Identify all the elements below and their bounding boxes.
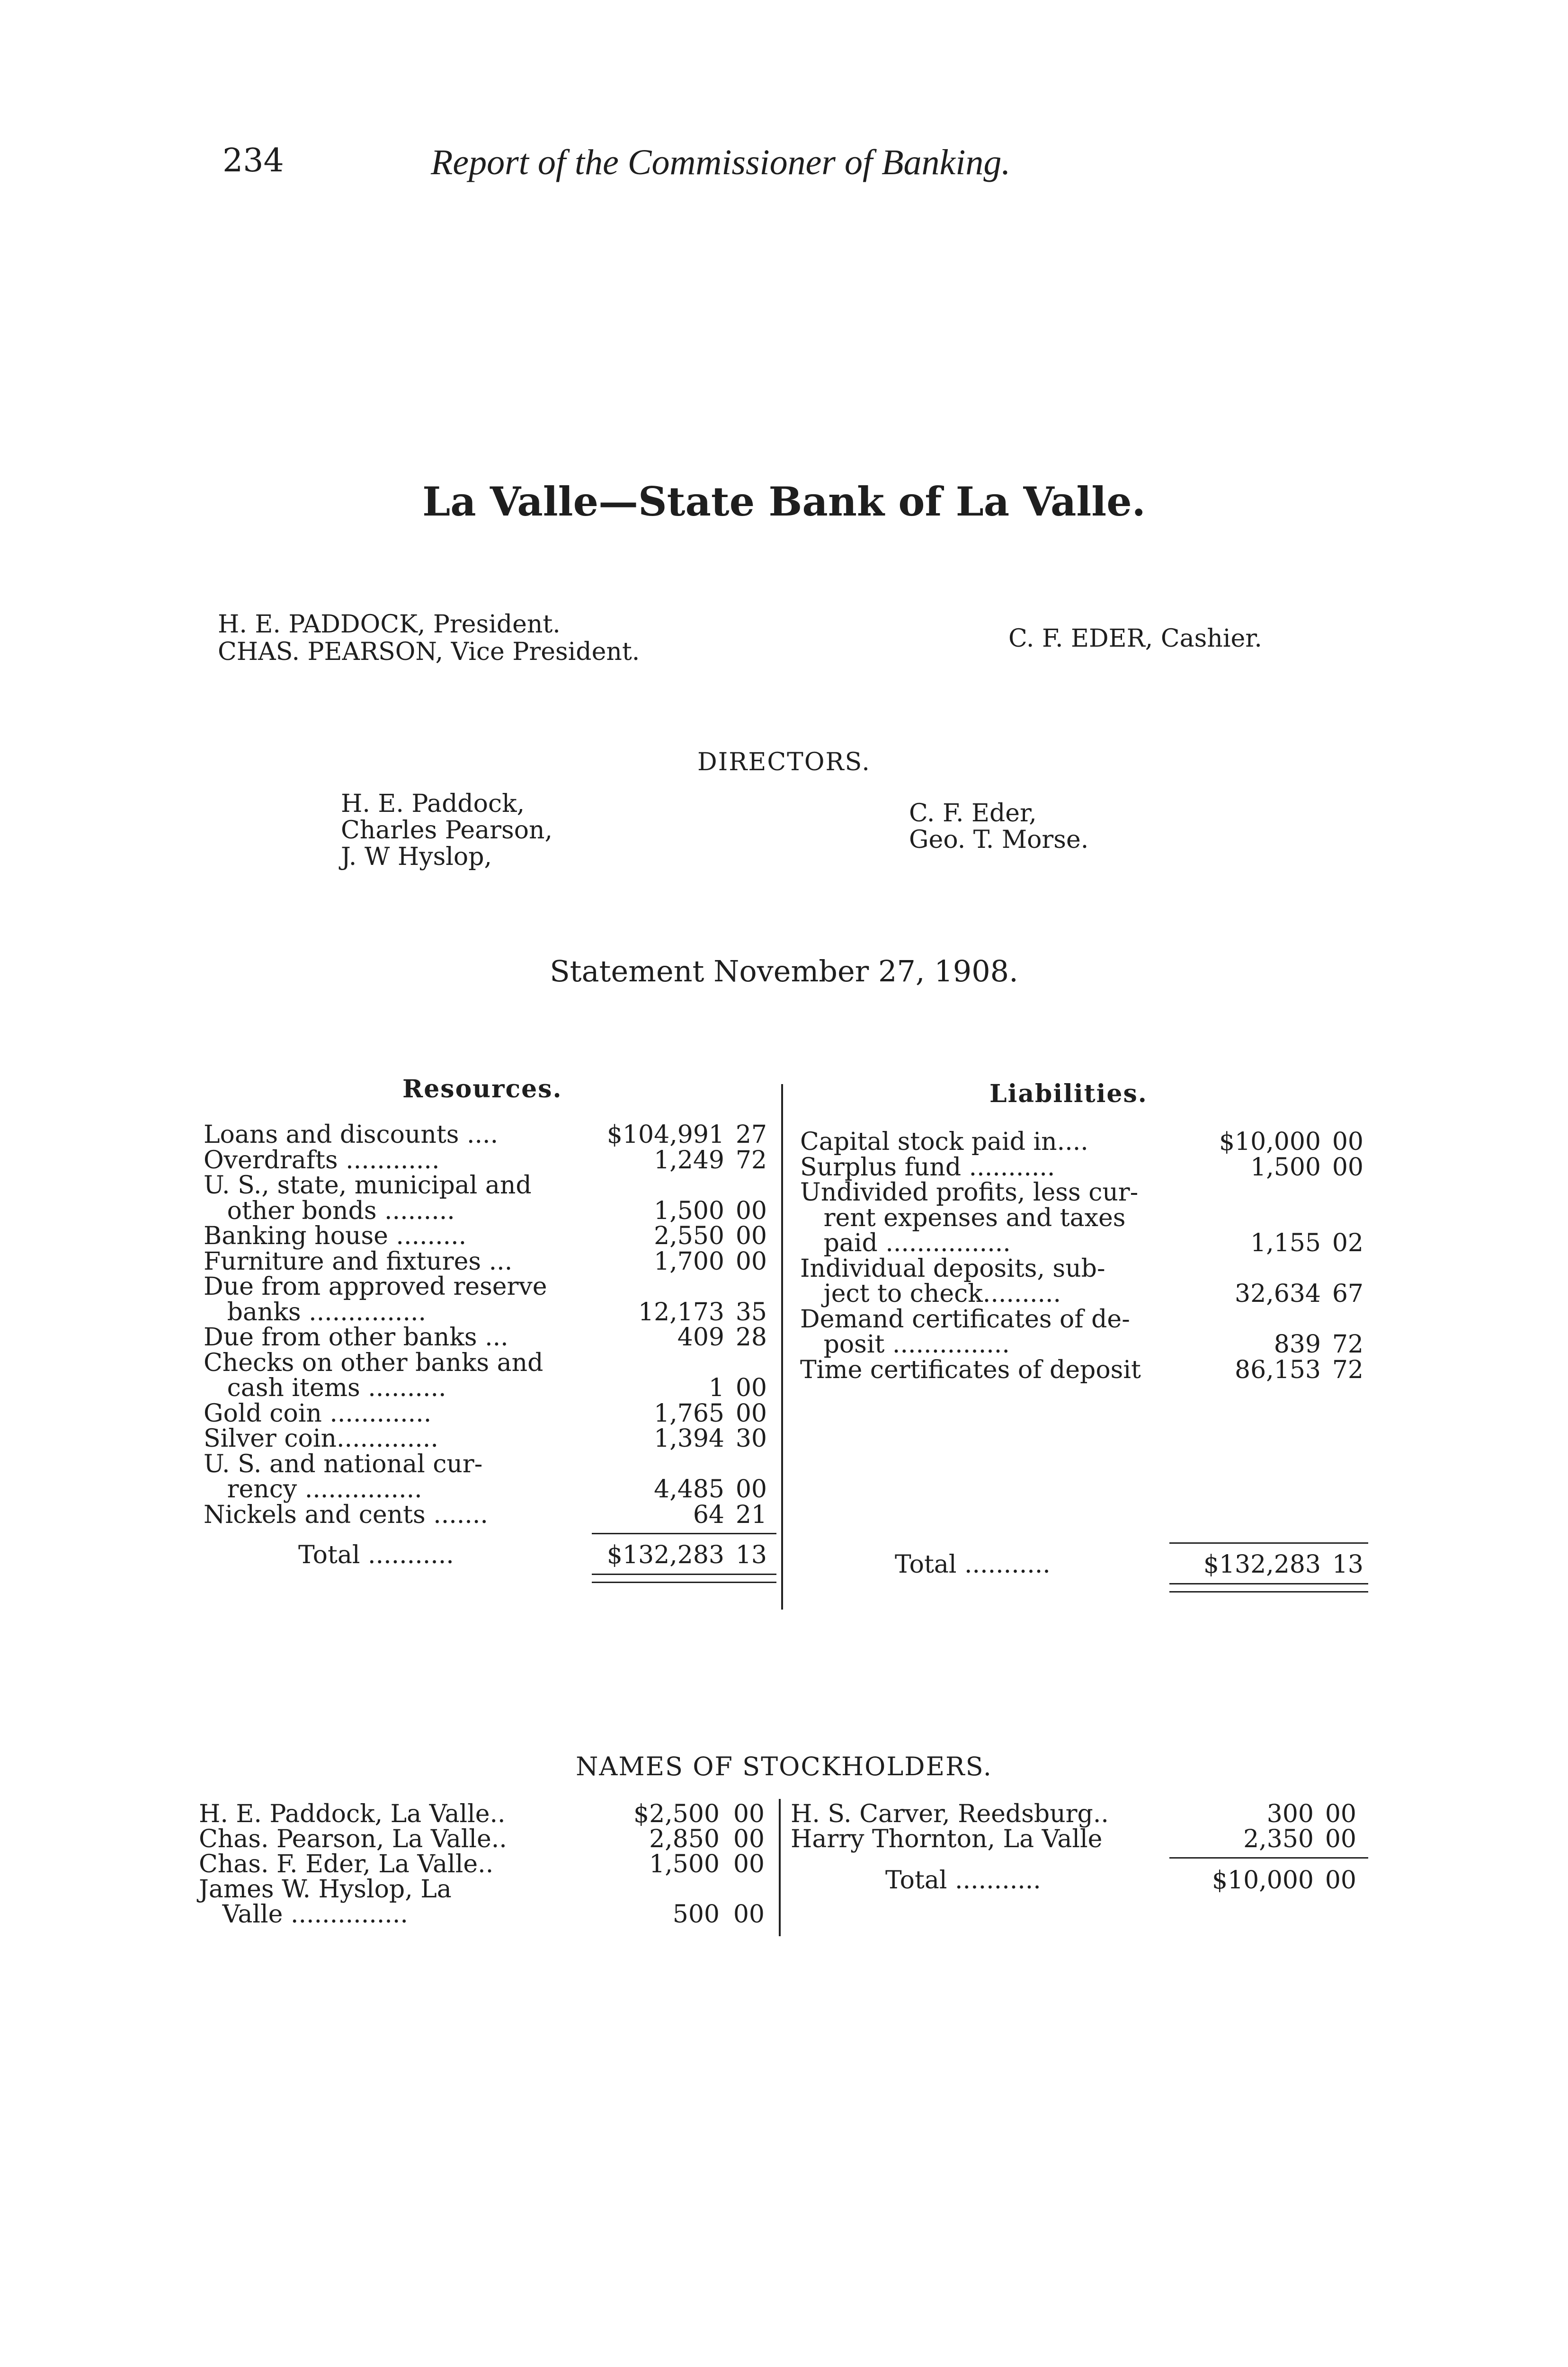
line-dollars: 1,700: [654, 1247, 724, 1276]
stockholder-row: [791, 1826, 1368, 1852]
liability-row: [800, 1281, 1368, 1307]
resource-row: [204, 1426, 776, 1451]
stockholder-row: [199, 1801, 776, 1827]
stockholder-row: [199, 1826, 776, 1852]
statement-title: Statement November 27, 1908.: [550, 954, 1018, 988]
officer-president: H. E. PADDOCK, President.: [218, 610, 561, 639]
liability-row: [800, 1357, 1368, 1383]
line-label: posit ...............: [800, 1330, 1010, 1359]
line-label: Chas. Pearson, La Valle..: [199, 1825, 507, 1853]
line-cents: 72: [735, 1146, 767, 1175]
directors-left: [341, 791, 552, 870]
stockholders-total-row: [791, 1868, 1368, 1893]
total-cents: 13: [735, 1541, 767, 1569]
line-cents: 00: [733, 1900, 765, 1929]
line-dollars: 1,394: [654, 1424, 724, 1453]
page-number: 234: [223, 142, 284, 179]
line-dollars: 64: [693, 1501, 724, 1529]
officers-left: [218, 611, 640, 666]
line-cents: 00: [735, 1475, 767, 1504]
line-label: Due from other banks ...: [204, 1323, 508, 1352]
liability-row: [800, 1205, 1368, 1231]
line-label: Surplus fund ...........: [800, 1153, 1055, 1182]
liability-row: [800, 1180, 1368, 1205]
resources-total-row: [204, 1542, 776, 1568]
line-label: H. E. Paddock, La Valle..: [199, 1800, 506, 1828]
line-label: Capital stock paid in....: [800, 1128, 1088, 1156]
line-cents: 00: [1332, 1153, 1363, 1182]
line-label: Harry Thornton, La Valle: [791, 1825, 1103, 1853]
line-label: Due from approved reserve: [204, 1272, 547, 1301]
line-dollars: 1,765: [654, 1399, 724, 1428]
line-label: U. S., state, municipal and: [204, 1171, 532, 1200]
resource-row: [204, 1401, 776, 1426]
stockholder-row: [199, 1877, 776, 1902]
liability-row: [800, 1307, 1368, 1332]
director-name: Charles Pearson,: [341, 816, 553, 845]
resource-row: [204, 1350, 776, 1376]
resource-row: [204, 1375, 776, 1401]
resource-row: [204, 1477, 776, 1502]
line-dollars: 2,850: [649, 1825, 720, 1853]
line-dollars: 1,249: [654, 1146, 724, 1175]
stockholders-heading: NAMES OF STOCKHOLDERS.: [576, 1752, 992, 1781]
total-dollars: $132,283: [1203, 1550, 1321, 1579]
line-dollars: $2,500: [633, 1800, 720, 1828]
line-label: James W. Hyslop, La: [199, 1875, 452, 1904]
stockholder-row: [199, 1851, 776, 1877]
line-dollars: 12,173: [638, 1298, 724, 1326]
line-label: paid ................: [800, 1229, 1011, 1257]
liability-row: [800, 1155, 1368, 1180]
line-label: Undivided profits, less cur-: [800, 1178, 1139, 1207]
line-cents: 00: [735, 1197, 767, 1225]
line-cents: 02: [1332, 1229, 1363, 1257]
stockholders-divider: [779, 1799, 781, 1936]
line-dollars: 1,500: [1250, 1153, 1321, 1182]
resources-heading: Resources.: [402, 1075, 562, 1103]
line-dollars: 32,634: [1235, 1280, 1321, 1308]
line-label: Loans and discounts ....: [204, 1121, 499, 1149]
line-label: Time certificates of deposit: [800, 1356, 1141, 1384]
total-dollars: $132,283: [606, 1541, 724, 1569]
line-label: Overdrafts ............: [204, 1146, 440, 1175]
line-cents: 00: [1325, 1800, 1356, 1828]
line-cents: 00: [1332, 1128, 1363, 1156]
subtotal-rule: [1169, 1857, 1368, 1859]
line-cents: 00: [733, 1850, 765, 1878]
total-double-rule: [592, 1574, 776, 1583]
line-dollars: 2,350: [1243, 1825, 1314, 1853]
line-label: banks ...............: [204, 1298, 427, 1326]
line-cents: 72: [1332, 1330, 1363, 1359]
line-dollars: 839: [1274, 1330, 1321, 1359]
liability-row: [800, 1230, 1368, 1256]
line-label: Individual deposits, sub-: [800, 1255, 1105, 1283]
resource-row: [204, 1223, 776, 1249]
line-cents: 67: [1332, 1280, 1363, 1308]
director-name: J. W Hyslop,: [341, 843, 492, 871]
director-name: C. F. Eder,: [909, 799, 1037, 828]
stockholder-row: [199, 1902, 776, 1927]
line-dollars: 1,155: [1250, 1229, 1321, 1257]
line-label: U. S. and national cur-: [204, 1450, 483, 1478]
line-cents: 28: [735, 1323, 767, 1352]
resource-row: [204, 1198, 776, 1224]
resource-row: [204, 1148, 776, 1173]
total-label: Total ...........: [895, 1550, 1051, 1579]
line-label: Furniture and fixtures ...: [204, 1247, 513, 1276]
total-label: Total ...........: [298, 1541, 454, 1569]
line-dollars: 1: [708, 1374, 724, 1402]
directors-heading: DIRECTORS.: [697, 748, 871, 776]
stockholder-row: [791, 1801, 1368, 1827]
line-cents: 00: [735, 1222, 767, 1250]
line-cents: 00: [735, 1247, 767, 1276]
stockholders-right: [791, 1801, 1368, 1943]
total-label: Total ...........: [885, 1866, 1041, 1895]
stockholders-left: [199, 1801, 776, 1943]
line-label: Nickels and cents .......: [204, 1501, 488, 1529]
line-dollars: 300: [1266, 1800, 1314, 1828]
officer-vice-president: CHAS. PEARSON, Vice President.: [218, 638, 640, 666]
officer-cashier: C. F. EDER, Cashier.: [1008, 624, 1262, 653]
liabilities-heading: Liabilities.: [989, 1079, 1148, 1108]
line-dollars: 1,500: [649, 1850, 720, 1878]
resource-row: [204, 1173, 776, 1198]
line-label: Silver coin.............: [204, 1424, 438, 1453]
subtotal-rule: [1169, 1542, 1368, 1544]
line-cents: 00: [735, 1374, 767, 1402]
line-label: ject to check..........: [800, 1280, 1061, 1308]
officers-right: [1008, 625, 1262, 652]
resource-row: [204, 1122, 776, 1148]
total-dollars: $10,000: [1212, 1866, 1314, 1895]
resource-row: [204, 1325, 776, 1350]
liabilities-ledger: [800, 1129, 1368, 1602]
line-label: other bonds .........: [204, 1197, 455, 1225]
line-cents: 30: [735, 1424, 767, 1453]
resource-row: [204, 1451, 776, 1477]
line-cents: 72: [1332, 1356, 1363, 1384]
subtotal-rule: [592, 1533, 776, 1534]
director-name: Geo. T. Morse.: [909, 826, 1089, 854]
directors-right: [909, 800, 1088, 853]
line-dollars: 409: [677, 1323, 724, 1352]
line-label: H. S. Carver, Reedsburg..: [791, 1800, 1109, 1828]
line-label: Gold coin .............: [204, 1399, 432, 1428]
liability-row: [800, 1332, 1368, 1357]
line-cents: 00: [733, 1825, 765, 1853]
liability-row: [800, 1129, 1368, 1155]
line-cents: 00: [1325, 1825, 1356, 1853]
line-dollars: 1,500: [654, 1197, 724, 1225]
line-dollars: $104,991: [606, 1121, 724, 1149]
line-label: rent expenses and taxes: [800, 1204, 1126, 1232]
line-dollars: $10,000: [1219, 1128, 1321, 1156]
line-cents: 00: [733, 1800, 765, 1828]
line-label: Checks on other banks and: [204, 1349, 543, 1377]
line-cents: 00: [735, 1399, 767, 1428]
line-label: Valle ...............: [199, 1900, 408, 1929]
line-cents: 21: [735, 1501, 767, 1529]
resource-row: [204, 1299, 776, 1325]
line-cents: 35: [735, 1298, 767, 1326]
line-label: Chas. F. Eder, La Valle..: [199, 1850, 494, 1878]
total-cents: 00: [1325, 1866, 1356, 1895]
line-label: Banking house .........: [204, 1222, 467, 1250]
line-cents: 27: [735, 1121, 767, 1149]
total-double-rule: [1169, 1583, 1368, 1593]
line-label: cash items ..........: [204, 1374, 446, 1402]
total-cents: 13: [1332, 1550, 1363, 1579]
line-label: Demand certificates of de-: [800, 1305, 1130, 1334]
line-dollars: 2,550: [654, 1222, 724, 1250]
resources-ledger: [204, 1122, 781, 1595]
line-dollars: 500: [672, 1900, 720, 1929]
bank-title: La Valle—State Bank of La Valle.: [422, 478, 1146, 525]
running-title: Report of the Commissioner of Banking.: [431, 142, 1011, 182]
resource-row: [204, 1249, 776, 1274]
column-divider: [781, 1084, 783, 1610]
resource-row: [204, 1274, 776, 1299]
liabilities-total-row: [800, 1552, 1368, 1577]
line-dollars: 86,153: [1235, 1356, 1321, 1384]
line-dollars: 4,485: [654, 1475, 724, 1504]
liability-row: [800, 1256, 1368, 1281]
line-label: rency ...............: [204, 1475, 422, 1504]
director-name: H. E. Paddock,: [341, 790, 525, 818]
resource-row: [204, 1502, 776, 1528]
